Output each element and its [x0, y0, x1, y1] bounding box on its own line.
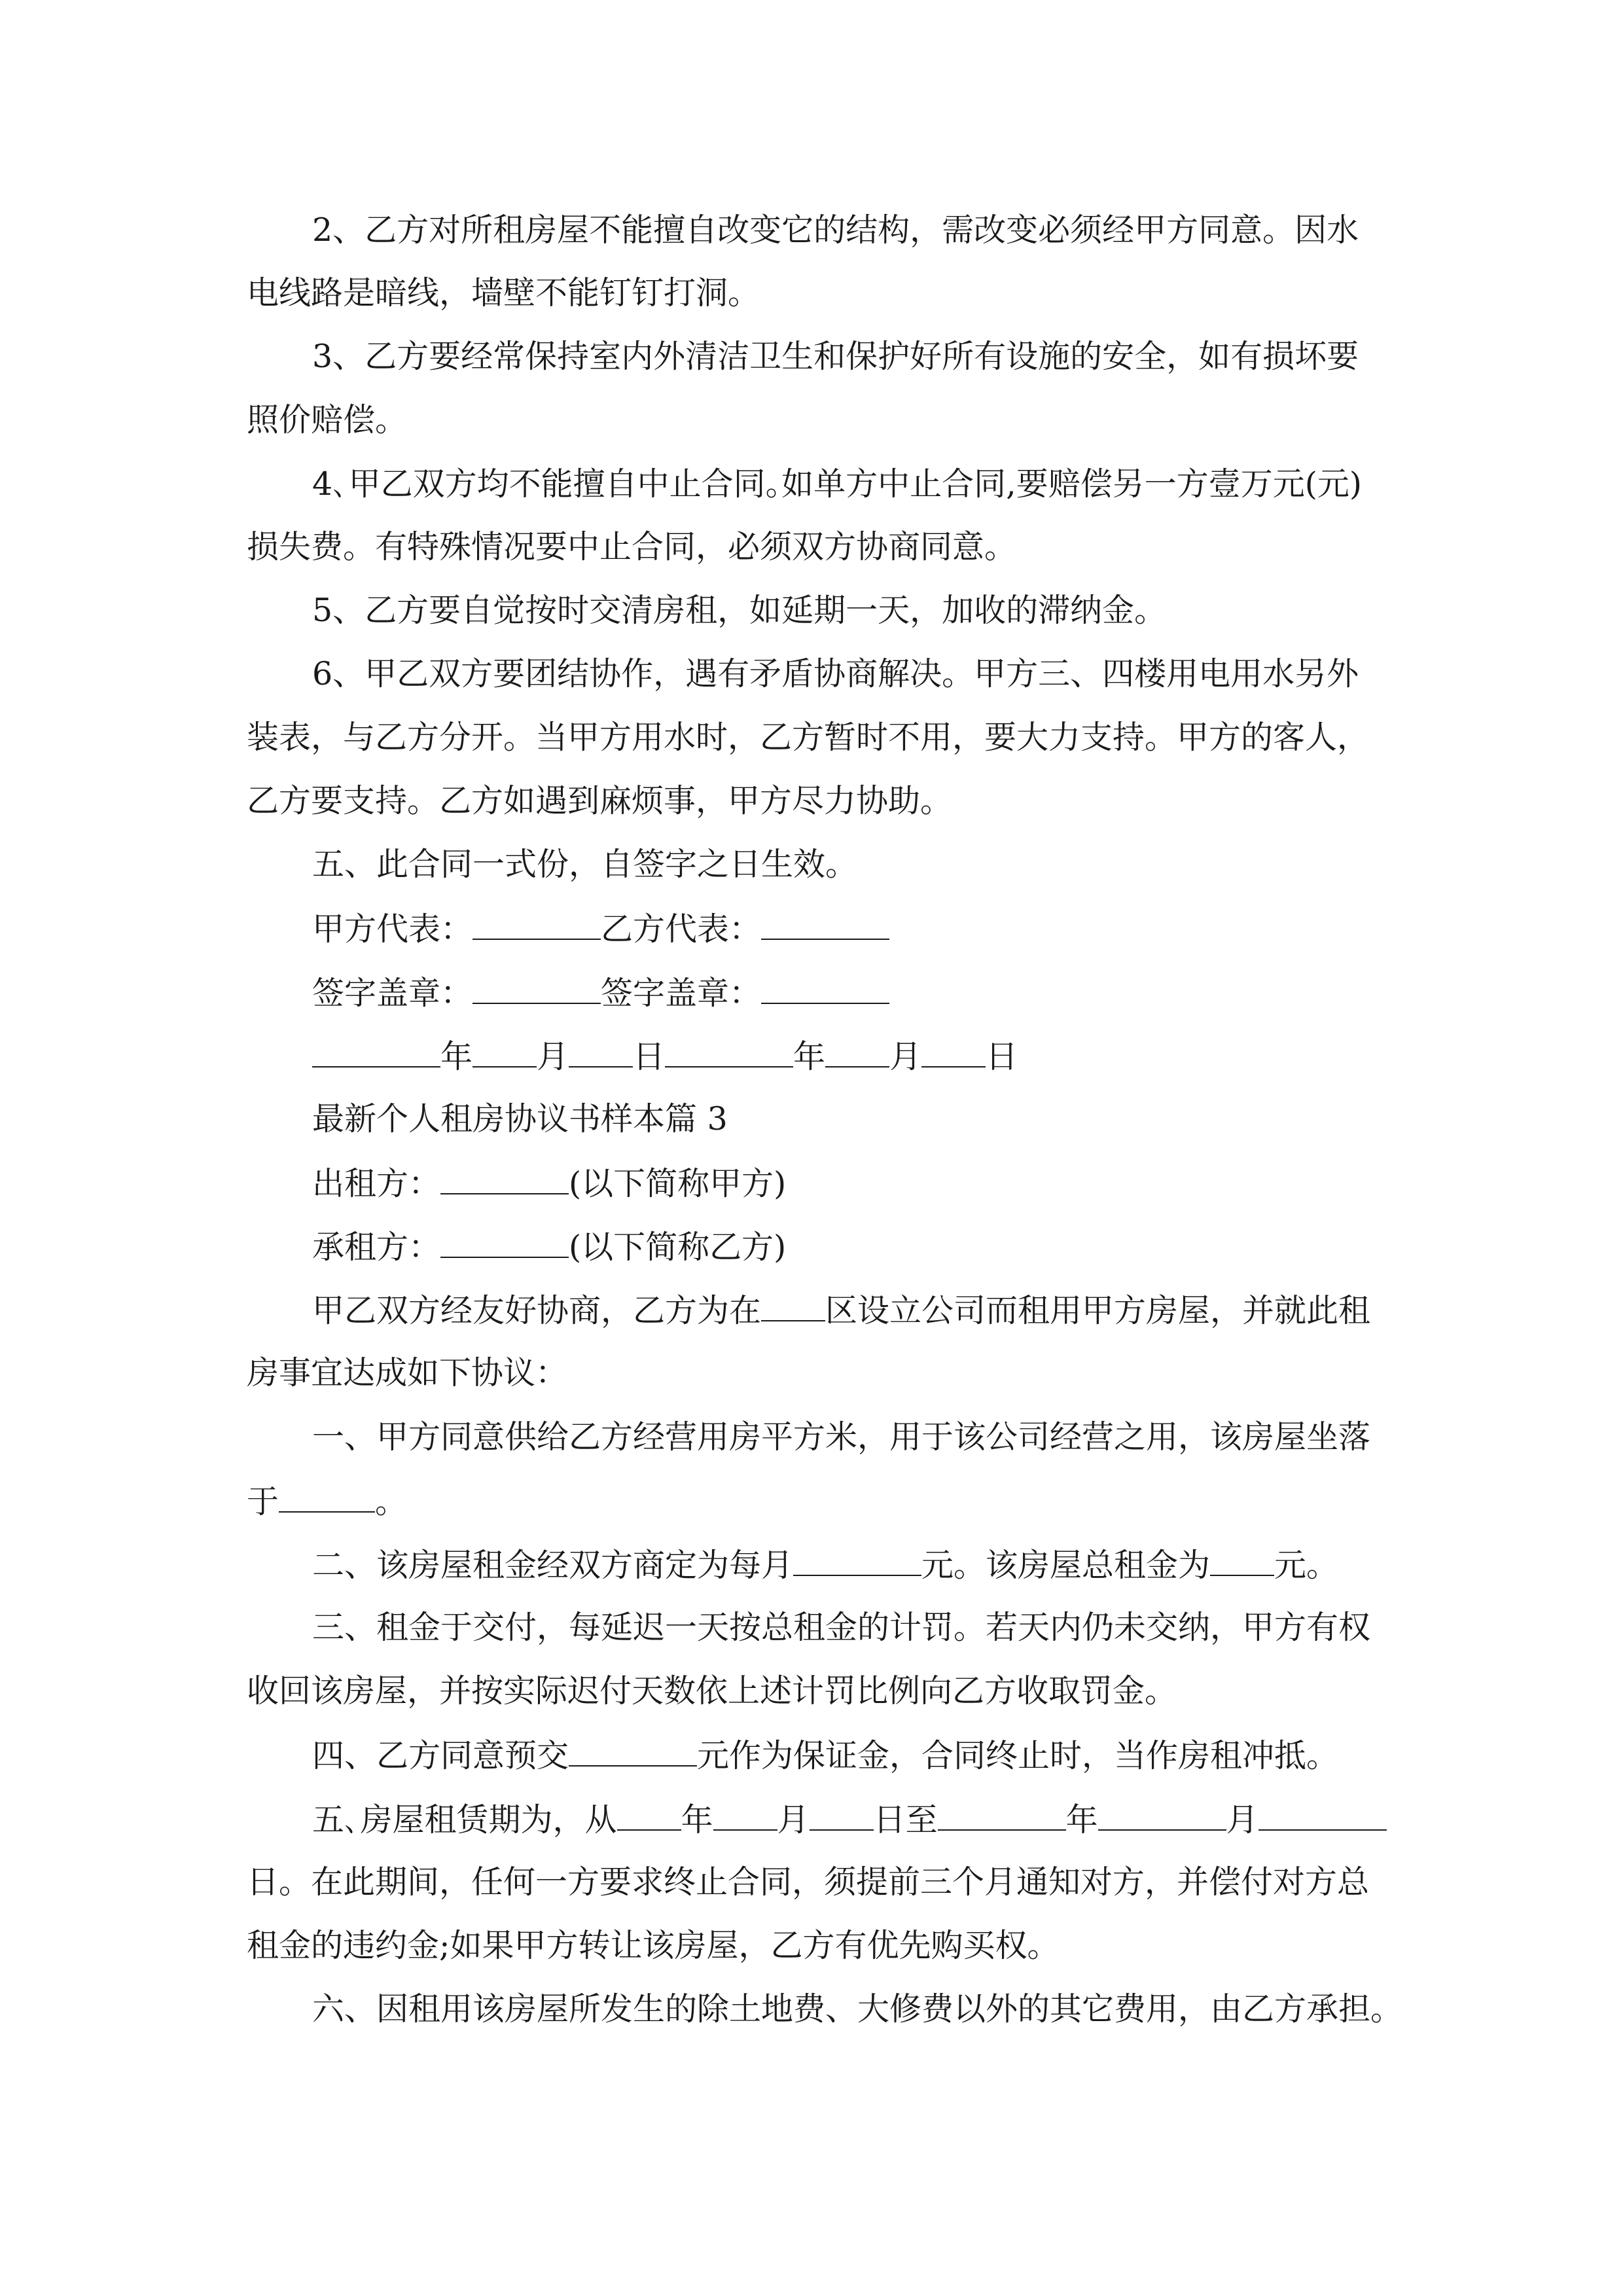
article-5-line-3: 租金的违约金;如果甲方转让该房屋，乙方有优先购买权。 — [247, 1927, 1060, 1964]
total-rent-blank — [1210, 1545, 1274, 1576]
article-5-text-a: 五､房屋租赁期为，从 — [312, 1801, 617, 1839]
article-1-text-b: 。 — [375, 1483, 408, 1520]
start-day-blank — [810, 1799, 874, 1831]
start-year-label: 年 — [681, 1801, 713, 1839]
article-5-line-2: 日。在此期间，任何一方要求终止合同，须提前三个月通知对方，并偿付对方总 — [247, 1863, 1370, 1901]
date-b-month-blank — [825, 1036, 889, 1067]
article-3-line-2: 收回该房屋，并按实际迟付天数依上述计罚比例向乙方收取罚金。 — [247, 1672, 1177, 1710]
lessor-label: 出租方： — [312, 1165, 441, 1202]
party-a-seal-blank — [473, 973, 601, 1004]
end-year-label: 年 — [1065, 1801, 1098, 1839]
date-b-day-label: 日 — [986, 1038, 1018, 1075]
date-b-year-blank — [665, 1036, 793, 1067]
intro-text-b: 区设立公司而租用甲方房屋，并就此租 — [825, 1292, 1371, 1329]
lessor-note: (以下简称甲方) — [569, 1165, 787, 1202]
date-a-day-label: 日 — [633, 1038, 666, 1075]
lessor-blank — [440, 1163, 569, 1194]
end-day-blank — [1258, 1799, 1387, 1831]
lessee-blank — [440, 1227, 569, 1258]
article-1-text-a: 于 — [247, 1483, 279, 1520]
intro-text-a: 甲乙双方经友好协商，乙方为在 — [312, 1292, 762, 1329]
article-1-line-1: 一、甲方同意供给乙方经营用房平方米，用于该公司经营之用，该房屋坐落 — [312, 1418, 1371, 1456]
party-a-rep-label: 甲方代表： — [312, 910, 473, 948]
lessee-note: (以下简称乙方) — [569, 1229, 787, 1266]
intro-line-2: 房事宜达成如下协议： — [247, 1354, 568, 1391]
date-a-month-label: 月 — [537, 1038, 569, 1075]
party-b-rep-blank — [761, 908, 889, 940]
lessee-line — [312, 1227, 786, 1266]
party-b-seal-blank — [761, 973, 889, 1004]
clause-4-line-1: 4､甲乙双方均不能擅自中止合同｡如单方中止合同,要赔偿另一方壹万元(元) — [312, 465, 1362, 503]
party-a-rep-blank — [473, 908, 601, 940]
article-2-text-b: 元。该房屋总租金为 — [921, 1547, 1211, 1584]
clause-6-line-2: 装表，与乙方分开。当甲方用水时，乙方暂时不用，要大力支持。甲方的客人， — [247, 719, 1370, 756]
party-b-rep-label: 乙方代表： — [601, 910, 762, 948]
article-4 — [312, 1735, 1338, 1774]
date-a-year-label: 年 — [440, 1038, 473, 1075]
section-title: 最新个人租房协议书样本篇 3 — [312, 1100, 728, 1138]
date-b-month-label: 月 — [889, 1038, 922, 1075]
article-3-line-1: 三、租金于交付，每延迟一天按总租金的计罚。若天内仍未交纳，甲方有权 — [312, 1609, 1371, 1646]
clause-3-line-1: 3、乙方要经常保持室内外清洁卫生和保护好所有设施的安全，如有损坏要 — [312, 338, 1359, 375]
end-month-label: 月 — [1226, 1801, 1258, 1839]
end-year-blank — [938, 1799, 1066, 1831]
start-month-blank — [713, 1799, 777, 1831]
article-4-text-b: 元作为保证金，合同终止时，当作房租冲抵。 — [697, 1737, 1339, 1774]
article-5-to: 日至 — [873, 1801, 938, 1839]
date-a-day-blank — [569, 1036, 633, 1067]
lessor-line — [312, 1163, 786, 1202]
clause-5: 5、乙方要自觉按时交清房租，如延期一天，加收的滞纳金。 — [312, 592, 1167, 629]
date-b-day-blank — [921, 1036, 986, 1067]
signature-representatives — [312, 908, 889, 948]
article-1-line-2 — [247, 1481, 407, 1520]
monthly-rent-blank — [793, 1545, 921, 1576]
clause-4-line-2: 损失费。有特殊情况要中止合同，必须双方协商同意。 — [247, 528, 1017, 565]
party-b-seal-label: 签字盖章： — [601, 975, 762, 1012]
signature-dates — [312, 1036, 1018, 1075]
effect-clause: 五、此合同一式份，自签字之日生效。 — [312, 846, 858, 883]
start-month-label: 月 — [777, 1801, 810, 1839]
location-blank — [279, 1481, 375, 1513]
signature-seals — [312, 973, 889, 1012]
end-month-blank — [1098, 1799, 1226, 1831]
article-2-text-a: 二、该房屋租金经双方商定为每月 — [312, 1547, 794, 1584]
article-4-text-a: 四、乙方同意预交 — [312, 1737, 569, 1774]
start-year-blank — [617, 1799, 681, 1831]
lessee-label: 承租方： — [312, 1229, 441, 1266]
clause-6-line-3: 乙方要支持。乙方如遇到麻烦事，甲方尽力协助。 — [247, 782, 953, 819]
party-a-seal-label: 签字盖章： — [312, 975, 473, 1012]
article-5-line-1 — [312, 1799, 1387, 1839]
deposit-blank — [569, 1735, 697, 1767]
clause-2-line-2: 电线路是暗线，墙壁不能钉钉打洞。 — [247, 274, 760, 312]
article-2 — [312, 1545, 1338, 1584]
clause-3-line-2: 照价赔偿。 — [247, 401, 408, 439]
date-b-year-label: 年 — [793, 1038, 826, 1075]
clause-6-line-1: 6、甲乙双方要团结协作，遇有矛盾协商解决。甲方三、四楼用电用水另外 — [312, 655, 1359, 692]
district-blank — [761, 1290, 825, 1321]
intro-line-1 — [312, 1290, 1370, 1329]
date-a-year-blank — [312, 1036, 440, 1067]
clause-2-line-1: 2、乙方对所租房屋不能擅自改变它的结构，需改变必须经甲方同意。因水 — [312, 211, 1359, 249]
date-a-month-blank — [473, 1036, 537, 1067]
article-6: 六、因租用该房屋所发生的除土地费、大修费以外的其它费用，由乙方承担。 — [312, 1990, 1403, 2028]
article-2-text-c: 元。 — [1274, 1547, 1339, 1584]
